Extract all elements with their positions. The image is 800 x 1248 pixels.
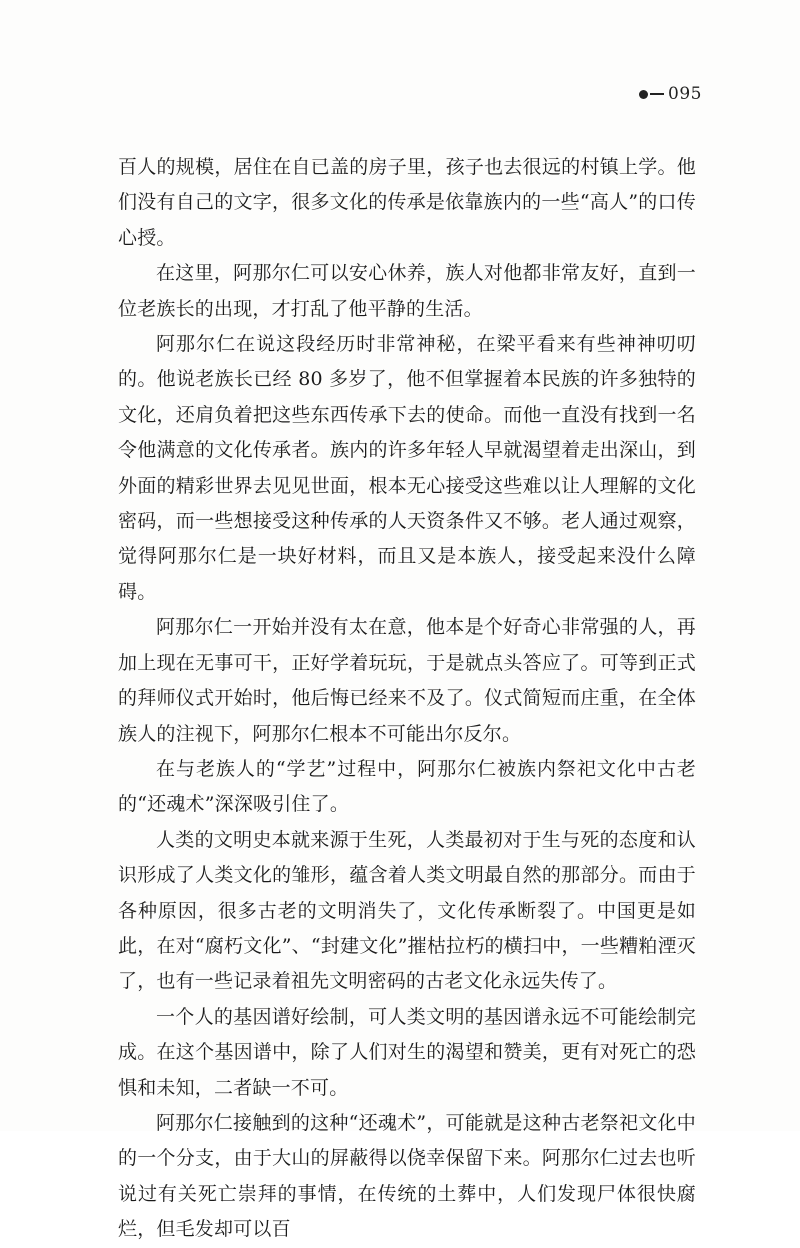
dash-icon <box>650 93 664 95</box>
body-text <box>118 150 696 1248</box>
paragraph-4: 阿那尔仁一开始并没有太在意，他本是个好奇心非常强的人，再加上现在无事可干，正好学着玩玩，于是就点头答应了。可等到正式的拜师仪式开始时，他后悔已经来不及了。仪式简短而庄重，在全体族人的注视下，阿那尔仁根本不可能出尔反尔。 <box>118 616 696 745</box>
paragraph-7: 一个人的基因谱好绘制，可人类文明的基因谱永远不可能绘制完成。在这个基因谱中，除了人们对生的渴望和赞美，更有对死亡的恐惧和未知，二者缺一不可。 <box>118 1005 696 1099</box>
paragraph-2: 在这里，阿那尔仁可以安心休养，族人对他都非常友好，直到一位老族长的出现，才打乱了他平静的生活。 <box>118 262 696 320</box>
paragraph-6: 人类的文明史本就来源于生死，人类最初对于生与死的态度和认识形成了人类文化的雏形，蕴含着人类文明最自然的那部分。而由于各种原因，很多古老的文明消失了，文化传承断裂了。中国更是如此，在对“腐朽文化”、“封建文化”摧枯拉朽的横扫中，一些糟粕湮灭了，也有一些记录着祖先文明密码的古老文化永远失传了。 <box>118 828 696 993</box>
paragraph-1: 百人的规模，居住在自已盖的房子里，孩子也去很远的村镇上学。他们没有自己的文字，很多文化的传承是依靠族内的一些“高人”的口传心授。 <box>118 156 696 249</box>
paragraph-8: 阿那尔仁接触到的这种“还魂术”，可能就是这种古老祭祀文化中的一个分支，由于大山的屏蔽得以侥幸保留下来。阿那尔仁过去也听说过有关死亡崇拜的事情，在传统的土葬中，人们发现尸体很快腐烂，但毛发却可以百 <box>118 1111 696 1241</box>
bullet-icon <box>639 90 648 99</box>
paragraph-5: 在与老族人的“学艺”过程中，阿那尔仁被族内祭祀文化中古老的“还魂术”深深吸引住了。 <box>118 757 696 816</box>
page-number: 095 <box>668 84 702 104</box>
paragraph-3: 阿那尔仁在说这段经历时非常神秘，在梁平看来有些神神叨叨的。他说老族长已经 80 多岁了，他不但掌握着本民族的许多独特的文化，还肩负着把这些东西传承下去的使命。而他一直没有找到一名令他满意的文化传承者。族内的许多年轻人早就渴望着走出深山，到外面的精彩世界去见见世面，根本无心接受这些难以让人理解的文化密码，而一些想接受这种传承的人天资条件又不够。老人通过观察，觉得阿那尔仁是一块好材料，而且又是本族人，接受起来没什么障碍。 <box>118 333 696 603</box>
page-header <box>639 84 702 104</box>
